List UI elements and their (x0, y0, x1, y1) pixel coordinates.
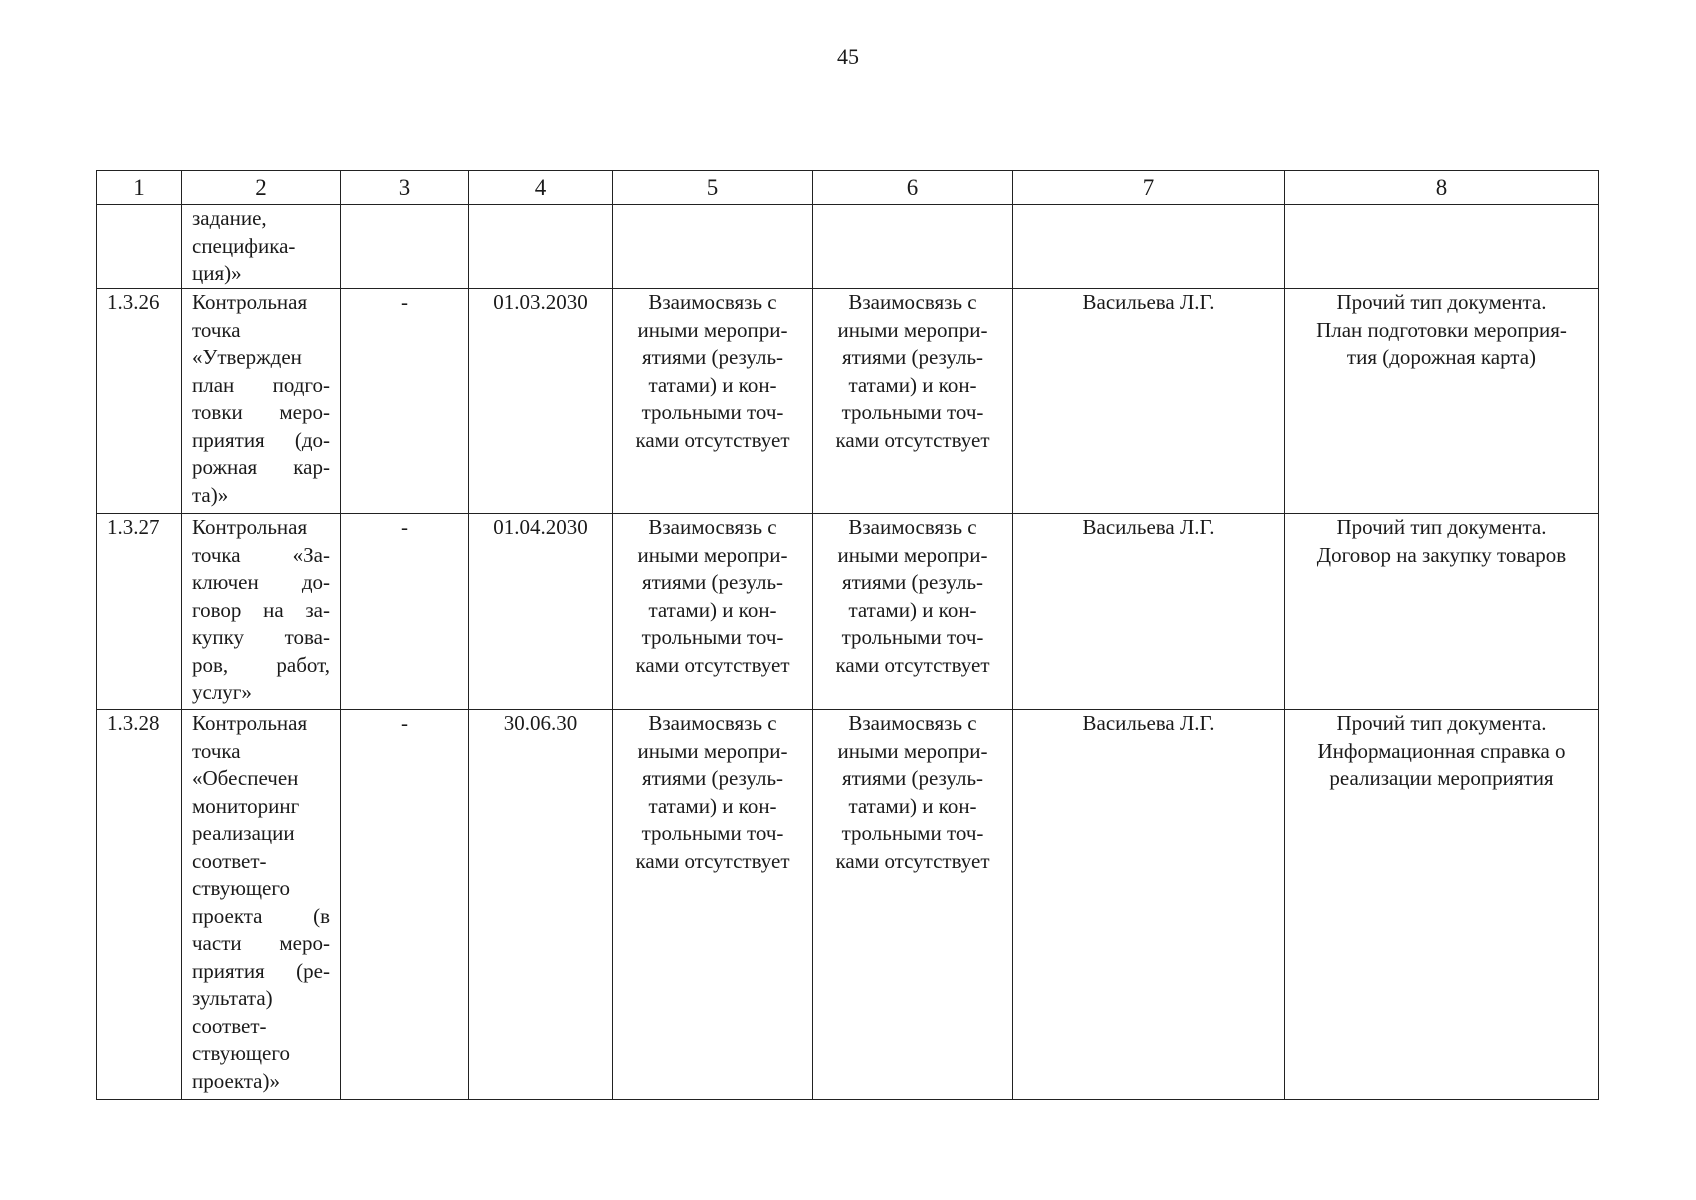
cell-document (1285, 710, 1599, 1100)
link-line: Взаимосвязь с (648, 290, 777, 314)
schedule-table (96, 170, 1599, 1100)
cell-name (182, 514, 341, 710)
link-line: татами) и кон- (848, 597, 977, 622)
link-line: ками отсутствует (835, 848, 990, 873)
cell-link-6 (813, 205, 1013, 289)
cell-link-5 (613, 289, 813, 514)
link-line: Взаимосвязь с (848, 290, 977, 314)
link-line: ками отсутствует (635, 848, 790, 873)
name-line: товки меро- (192, 400, 330, 424)
link-line: ятиями (резуль- (641, 345, 784, 369)
cell-num: 1.3.26 (97, 289, 182, 514)
link-line: иными меропри- (837, 542, 988, 567)
doc-line: Прочий тип документа. (1336, 711, 1547, 735)
table-row (97, 289, 1599, 514)
name-line: части меро- (192, 931, 330, 955)
link-line: иными меропри- (837, 317, 988, 342)
column-header-8: 8 (1285, 171, 1599, 205)
name-line: точка (192, 317, 241, 342)
link-line: ками отсутствует (635, 427, 790, 452)
name-line: ров, работ, (192, 652, 330, 677)
name-line: Контрольная (192, 711, 308, 735)
cell-responsible: Васильева Л.Г. (1013, 710, 1285, 1100)
link-line: иными меропри- (837, 738, 988, 763)
cell-link-6 (813, 710, 1013, 1100)
name-line: Контрольная (192, 290, 308, 314)
name-line: ствующего (192, 876, 290, 900)
page-number: 45 (837, 44, 859, 69)
column-header-3: 3 (341, 171, 469, 205)
link-line: трольными точ- (841, 625, 984, 649)
cell-link-5 (613, 205, 813, 289)
doc-line: Договор на закупку товаров (1316, 542, 1567, 567)
cell-link-6 (813, 289, 1013, 514)
name-line: соответ- (192, 848, 267, 873)
cell-link-5 (613, 710, 813, 1100)
link-line: трольными точ- (841, 821, 984, 845)
name-line: приятия (до- (192, 427, 330, 452)
doc-line: тия (дорожная карта) (1346, 345, 1537, 369)
cell-responsible: Васильева Л.Г. (1013, 514, 1285, 710)
cell-num: 1.3.28 (97, 710, 182, 1100)
name-line: соответ- (192, 1013, 267, 1038)
cell-link-6 (813, 514, 1013, 710)
doc-line: реализации мероприятия (1329, 766, 1554, 790)
cell-dash (341, 205, 469, 289)
link-line: татами) и кон- (848, 793, 977, 818)
table-header-row (97, 171, 1599, 205)
cell-document (1285, 205, 1599, 289)
link-line: иными меропри- (637, 542, 788, 567)
name-line: ствующего (192, 1041, 290, 1065)
cell-link-5 (613, 514, 813, 710)
name-line: ключен до- (192, 570, 330, 594)
cell-dash: - (341, 514, 469, 710)
name-line: специфика- (192, 233, 296, 258)
name-line: та)» (192, 482, 229, 507)
name-line: купку това- (192, 625, 330, 649)
link-line: татами) и кон- (648, 372, 777, 397)
link-line: трольными точ- (641, 625, 784, 649)
name-line: проекта (в (192, 903, 330, 928)
cell-name (182, 205, 341, 289)
cell-responsible: Васильева Л.Г. (1013, 289, 1285, 514)
name-line: зультата) (192, 986, 273, 1010)
doc-line: Информационная справка о (1317, 738, 1566, 763)
cell-date: 01.04.2030 (469, 514, 613, 710)
name-line: ция)» (192, 261, 242, 285)
link-line: ятиями (резуль- (641, 766, 784, 790)
table-row-continuation (97, 205, 1599, 289)
cell-name (182, 289, 341, 514)
link-line: татами) и кон- (848, 372, 977, 397)
link-line: трольными точ- (641, 400, 784, 424)
link-line: ятиями (резуль- (841, 570, 984, 594)
cell-date: 30.06.30 (469, 710, 613, 1100)
link-line: ятиями (резуль- (841, 345, 984, 369)
column-header-1: 1 (97, 171, 182, 205)
link-line: ками отсутствует (835, 427, 990, 452)
name-line: мониторинг (192, 793, 300, 818)
cell-document (1285, 514, 1599, 710)
link-line: трольными точ- (641, 821, 784, 845)
link-line: ками отсутствует (635, 652, 790, 677)
cell-document (1285, 289, 1599, 514)
link-line: Взаимосвязь с (848, 515, 977, 539)
name-line: говор на за- (192, 597, 330, 622)
cell-num (97, 205, 182, 289)
cell-responsible (1013, 205, 1285, 289)
link-line: ятиями (резуль- (641, 570, 784, 594)
link-line: татами) и кон- (648, 597, 777, 622)
column-header-7: 7 (1013, 171, 1285, 205)
link-line: трольными точ- (841, 400, 984, 424)
doc-line: План подготовки мероприя- (1316, 317, 1567, 342)
link-line: ятиями (резуль- (841, 766, 984, 790)
name-line: точка (192, 738, 241, 763)
cell-date: 01.03.2030 (469, 289, 613, 514)
link-line: татами) и кон- (648, 793, 777, 818)
link-line: ками отсутствует (835, 652, 990, 677)
cell-num: 1.3.27 (97, 514, 182, 710)
name-line: «Обеспечен (192, 766, 299, 790)
link-line: иными меропри- (637, 738, 788, 763)
cell-date (469, 205, 613, 289)
column-header-2: 2 (182, 171, 341, 205)
name-line: точка «За- (192, 542, 330, 567)
link-line: Взаимосвязь с (648, 515, 777, 539)
column-header-4: 4 (469, 171, 613, 205)
cell-dash: - (341, 710, 469, 1100)
table-row (97, 710, 1599, 1100)
name-line: рожная кар- (192, 455, 330, 479)
doc-line: Прочий тип документа. (1336, 290, 1547, 314)
name-line: проекта)» (192, 1068, 280, 1093)
link-line: Взаимосвязь с (648, 711, 777, 735)
link-line: иными меропри- (637, 317, 788, 342)
doc-line: Прочий тип документа. (1336, 515, 1547, 539)
cell-dash: - (341, 289, 469, 514)
column-header-5: 5 (613, 171, 813, 205)
name-line: услуг» (192, 680, 252, 704)
name-line: задание, (192, 206, 267, 230)
column-header-6: 6 (813, 171, 1013, 205)
link-line: Взаимосвязь с (848, 711, 977, 735)
name-line: приятия (ре- (192, 958, 330, 983)
name-line: Контрольная (192, 515, 308, 539)
table-row (97, 514, 1599, 710)
name-line: «Утвержден (192, 345, 302, 369)
cell-name (182, 710, 341, 1100)
name-line: реализации (192, 821, 295, 845)
name-line: план подго- (192, 372, 330, 397)
